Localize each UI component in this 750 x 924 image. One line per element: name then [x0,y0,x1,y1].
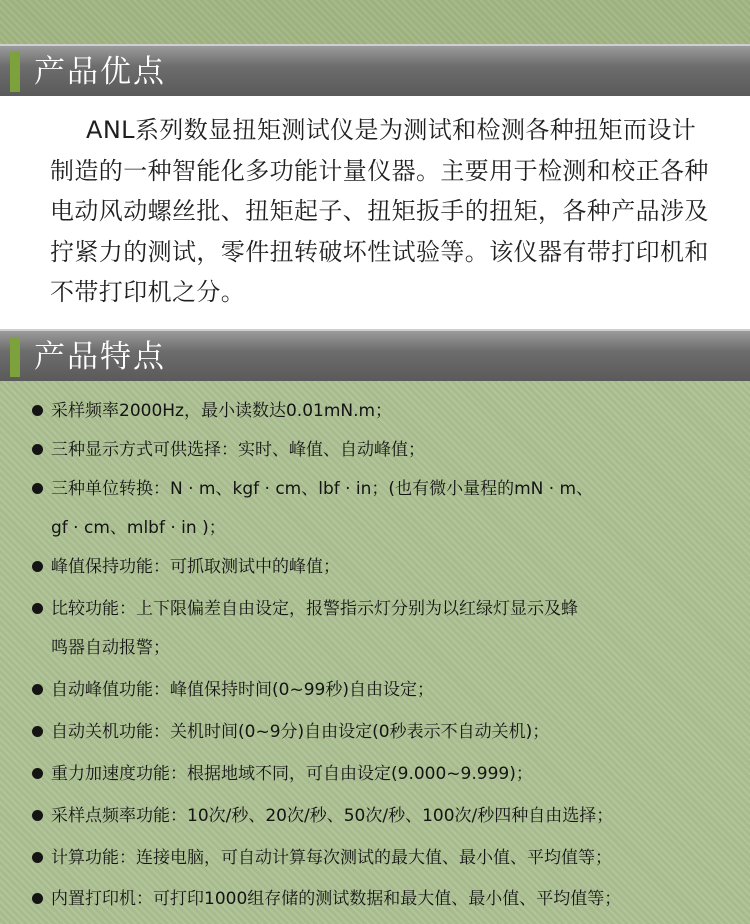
feature-text-continued: 鸣器自动报警； [51,638,170,658]
section-header-advantages [0,44,750,96]
feature-text: 比较功能：上下限偏差自由设定，报警指示灯分别为以红绿灯显示及蜂 [51,599,578,619]
feature-text: 三种显示方式可供选择：实时、峰值、自动峰值； [51,440,425,460]
feature-text-continued: gf · cm、mlbf · in )； [51,518,226,538]
feature-text: 计算功能：连接电脑，可自动计算每次测试的最大值、最小值、平均值等； [51,848,612,868]
feature-text: 自动峰值功能：峰值保持时间(0~99秒)自由设定； [51,680,434,700]
bullet-icon [32,684,43,695]
top-decorative-band [0,0,750,44]
bullet-icon [32,726,43,737]
feature-text: 三种单位转换：N · m、kgf · cm、lbf · in；(也有微小量程的mN · m、 [51,479,594,499]
features-panel [0,381,750,924]
section-title-advantages: 产品优点 [34,54,166,90]
bullet-icon [32,405,43,416]
bullet-icon [32,444,43,455]
bullet-icon [32,852,43,863]
feature-text: 峰值保持功能：可抓取测试中的峰值； [51,557,340,577]
section-title-features: 产品特点 [34,339,166,375]
bullet-icon [32,483,43,494]
bullet-icon [32,893,43,904]
feature-text: 采样点频率功能：10次/秒、20次/秒、50次/秒、100次/秒四种自由选择； [51,806,614,826]
bullet-icon [32,561,43,572]
feature-text: 内置打印机：可打印1000组存储的测试数据和最大值、最小值、平均值等； [51,889,622,909]
advantages-paragraph: ANL系列数显扭矩测试仪是为测试和检测各种扭矩而设计制造的一种智能化多功能计量仪器。主要用于检测和校正各种电动风动螺丝批、扭矩起子、扭矩扳手的扭矩，各种产品涉及拧紧力的测试，零件扭转破坏性试验等。该仪器有带打印机和不带打印机之分。 [50,116,709,306]
section-header-features [0,329,750,381]
advantages-panel [0,96,750,329]
header-accent-bar [10,52,20,92]
feature-text: 重力加速度功能：根据地域不同，可自由设定(9.000~9.999)； [51,764,533,784]
feature-text: 自动关机功能：关机时间(0~9分)自由设定(0秒表示不自动关机)； [51,722,550,742]
bullet-icon [32,768,43,779]
feature-text: 采样频率2000Hz，最小读数达0.01mN.m； [51,401,393,421]
bullet-icon [32,810,43,821]
bullet-icon [32,603,43,614]
header-accent-bar [10,337,20,377]
